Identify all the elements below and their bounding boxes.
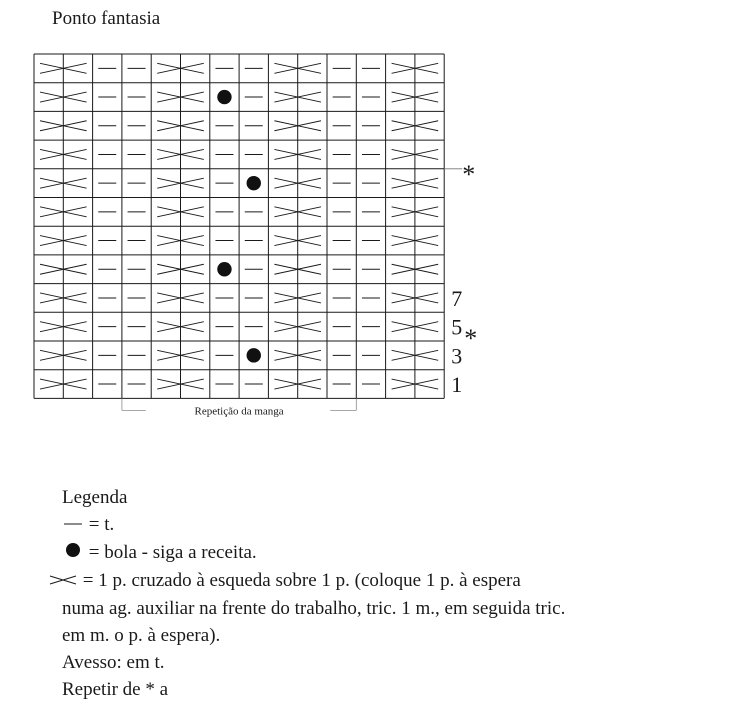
- bobble-mark: [247, 176, 261, 190]
- legend-continuation-2: em m. o p. à espera).: [62, 625, 221, 647]
- asterisk-marker-bottom: *: [464, 324, 478, 353]
- bobble-dot-icon: [62, 540, 84, 567]
- legend-avesso: Avesso: em t.: [62, 652, 165, 674]
- legend-item-bobble: [62, 539, 565, 567]
- row-number-5: 5: [451, 314, 463, 340]
- legend-item-cross: [48, 567, 565, 595]
- legend: [62, 484, 565, 703]
- legend-item-purl: [62, 511, 565, 539]
- purl-dash-icon: [62, 512, 84, 539]
- bobble-mark: [247, 348, 261, 362]
- row-number-3: 3: [451, 343, 463, 369]
- repeat-label: Repetição da manga: [194, 405, 284, 418]
- bobble-mark: [217, 90, 231, 104]
- legend-repetir: Repetir de * a: [62, 679, 169, 701]
- chart-gridlines: [34, 54, 444, 398]
- asterisk-marker-top: *: [462, 159, 476, 189]
- legend-heading: Legenda: [62, 487, 128, 508]
- chart-title: Ponto fantasia: [52, 8, 161, 29]
- legend-cross-text: = 1 p. cruzado à esqueda sobre 1 p. (coloque 1 p. à espera: [82, 570, 521, 592]
- legend-bobble-text: = bola - siga a receita.: [88, 542, 257, 564]
- row-number-7: 7: [451, 285, 463, 311]
- row-labels: [444, 160, 477, 397]
- legend-continuation-1: numa ag. auxiliar na frente do trabalho, tric. 1 m., em seguida tric.: [62, 598, 566, 620]
- repeat-bracket: [122, 398, 356, 417]
- row-number-1: 1: [451, 372, 463, 398]
- cross-stitch-icon: [48, 568, 78, 595]
- bobble-mark: [217, 262, 231, 276]
- legend-purl-text: = t.: [88, 514, 115, 535]
